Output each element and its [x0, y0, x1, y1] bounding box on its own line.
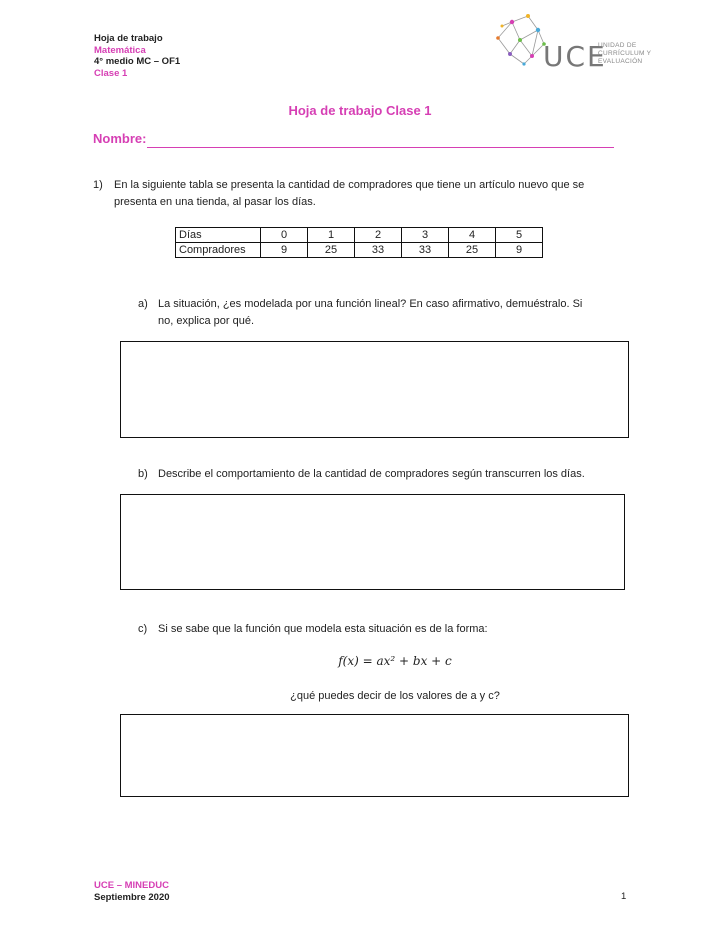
table-cell: 4	[449, 228, 496, 243]
table-row-header: Compradores	[176, 243, 261, 258]
footer-date: Septiembre 2020	[94, 891, 170, 903]
table-row-header: Días	[176, 228, 261, 243]
answer-box-a[interactable]	[120, 341, 629, 438]
table-cell: 9	[496, 243, 543, 258]
answer-box-b[interactable]	[120, 494, 625, 590]
header-level: 4° medio MC – OF1	[94, 56, 181, 67]
buyers-table	[175, 227, 543, 258]
page-title: Hoja de trabajo Clase 1	[288, 103, 432, 118]
subquestion-text: Si se sabe que la función que modela esta situación es de la forma:	[158, 623, 488, 635]
subquestion-text-line: La situación, ¿es modelada por una función lineal? En caso afirmativo, demuéstralo. Si	[158, 298, 583, 310]
question-number: 1)	[93, 179, 103, 191]
name-field[interactable]	[147, 147, 614, 148]
subquestion-text-line: no, explica por qué.	[158, 315, 255, 327]
table-cell: 5	[496, 228, 543, 243]
subquestion-label: b)	[138, 468, 148, 480]
table-cell: 9	[261, 243, 308, 258]
subquestion-label: a)	[138, 298, 148, 310]
answer-box-c[interactable]	[120, 714, 629, 797]
table-cell: 2	[355, 228, 402, 243]
table-cell: 25	[449, 243, 496, 258]
table-cell: 33	[355, 243, 402, 258]
header-class: Clase 1	[94, 67, 128, 79]
footer-org: UCE – MINEDUC	[94, 880, 169, 891]
question-text: En la siguiente tabla se presenta la cantidad de compradores que tiene un artículo nuevo que se presenta en una tienda, al pasar los días.	[114, 179, 585, 208]
logo-wordmark: UCE	[543, 40, 607, 73]
table-cell: 25	[308, 243, 355, 258]
document-footer	[94, 880, 170, 903]
subquestion-c-question: ¿qué puedes decir de los valores de a y c?	[290, 690, 500, 702]
subquestion-label: c)	[138, 623, 148, 635]
table-row	[176, 243, 543, 258]
page-number: 1	[621, 891, 627, 902]
name-label: Nombre:	[93, 131, 147, 146]
quadratic-formula: f(x) = ax² + bx + c	[338, 654, 452, 668]
table-cell: 3	[402, 228, 449, 243]
logo-subtitle: UNIDAD DE CURRÍCULUM Y EVALUACIÓN	[598, 42, 652, 65]
subquestion-text: Describe el comportamiento de la cantidad de compradores según transcurren los días.	[158, 468, 585, 480]
table-cell: 33	[402, 243, 449, 258]
document-header	[94, 33, 180, 79]
table-row	[176, 228, 543, 243]
header-subject: Matemática	[94, 44, 146, 56]
table-cell: 0	[261, 228, 308, 243]
table-cell: 1	[308, 228, 355, 243]
header-worksheet: Hoja de trabajo	[94, 33, 163, 44]
